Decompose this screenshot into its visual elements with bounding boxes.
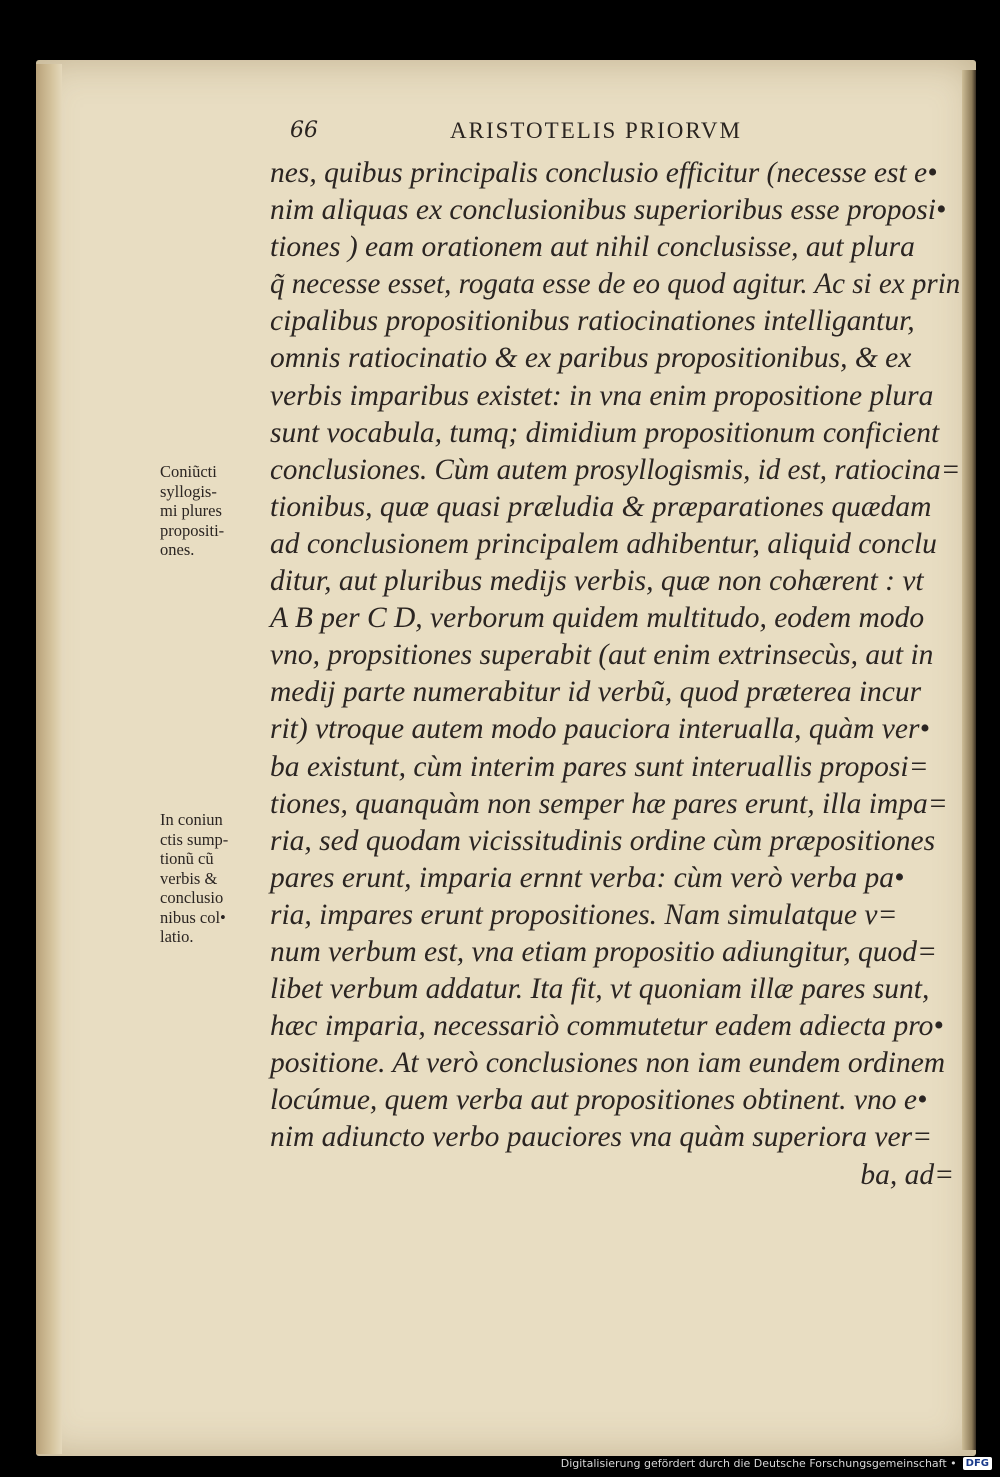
text-line: q̃ necesse esset, rogata esse de eo quod agitur. Ac si ex prin (270, 268, 961, 301)
marginal-note-line: Coniũcti (160, 462, 217, 481)
footer-credit: Digitalisierung gefördert durch die Deutsche Forschungsgemeinschaft • (560, 1456, 957, 1470)
text-line: rit) vtroque autem modo pauciora interualla, quàm ver• (270, 713, 930, 746)
marginal-note-line: syllogis- (160, 481, 217, 501)
marginal-note-line: mi plures (160, 501, 222, 520)
text-line: tiones ) eam orationem aut nihil conclusisse, aut plura (270, 231, 915, 264)
marginal-note-line: conclusio (160, 888, 224, 907)
marginal-note-line: In coniun (160, 810, 223, 829)
text-line: ria, impares erunt propositiones. Nam simulatque v= (270, 898, 898, 931)
text-line: positione. At verò conclusiones non iam eundem ordinem (270, 1047, 946, 1080)
text-line: hæc imparia, necessariò commutetur eadem adiecta pro• (270, 1010, 944, 1043)
marginal-note (160, 462, 224, 560)
text-line: nim aliquas ex conclusionibus superioribus esse proposi• (270, 194, 947, 227)
marginal-note-line: verbis & (160, 868, 218, 888)
text-line: ad conclusionem principalem adhibentur, aliquid conclu (270, 527, 937, 560)
text-line: verbis imparibus existet: in vna enim propositione plura (270, 379, 934, 412)
text-line: ba, ad= (860, 1158, 954, 1191)
page-gutter (36, 64, 62, 1454)
text-line: locúmue, quem verba aut propositiones obtinent. vno e• (270, 1084, 928, 1117)
marginal-note-line: latio. (160, 927, 194, 946)
text-line: omnis ratiocinatio & ex paribus propositionibus, & ex (270, 342, 912, 375)
text-line: ba existunt, cùm interim pares sunt interuallis proposi= (270, 750, 929, 783)
dfg-logo: DFG (963, 1457, 992, 1470)
marginal-note-line: ones. (160, 540, 195, 559)
text-line: nim adiuncto verbo pauciores vna quàm superiora ver= (270, 1121, 932, 1154)
text-line: num verbum est, vna etiam propositio adiungitur, quod= (270, 935, 937, 968)
text-line: ditur, aut pluribus medijs verbis, quæ non cohærent : vt (270, 565, 924, 598)
body-text (270, 155, 960, 1194)
text-line: conclusiones. Cùm autem prosyllogismis, id est, ratiocina= (270, 453, 961, 486)
text-line: nes, quibus principalis conclusio efficitur (necesse est e• (270, 157, 938, 189)
digitization-footer (561, 1455, 992, 1471)
text-line: sunt vocabula, tumq; dimidium propositionum conficient (270, 416, 940, 449)
text-line: libet verbum addatur. Ita fit, vt quoniam illæ pares sunt, (270, 973, 930, 1006)
text-line: tiones, quanquàm non semper hæ pares erunt, illa impa= (270, 787, 948, 820)
running-title: ARISTOTELIS PRIORVM (450, 118, 742, 143)
text-line: vno, propsitiones superabit (aut enim extrinsecùs, aut in (270, 639, 934, 672)
marginal-note-line: propositi- (160, 520, 225, 540)
text-line: A B per C D, verborum quidem multitudo, eodem modo (270, 602, 925, 635)
marginal-note-line: tionũ cũ (160, 849, 214, 868)
page-edge (962, 70, 976, 1450)
marginal-note-line: ctis sump- (160, 829, 229, 849)
marginal-note-line: nibus col• (160, 907, 226, 927)
page-header (290, 118, 990, 152)
text-line: ria, sed quodam vicissitudinis ordine cùm præpositiones (270, 824, 936, 857)
page-number: 66 (290, 118, 318, 143)
text-line: tionibus, quæ quasi præludia & præparationes quædam (270, 490, 932, 523)
text-line: pares erunt, imparia ernnt verba: cùm verò verba pa• (270, 861, 905, 894)
text-line: cipalibus propositionibus ratiocinationes intelligantur, (270, 305, 915, 338)
text-line: medij parte numerabitur id verbũ, quod præterea incur (270, 676, 922, 709)
marginal-note (160, 810, 228, 947)
